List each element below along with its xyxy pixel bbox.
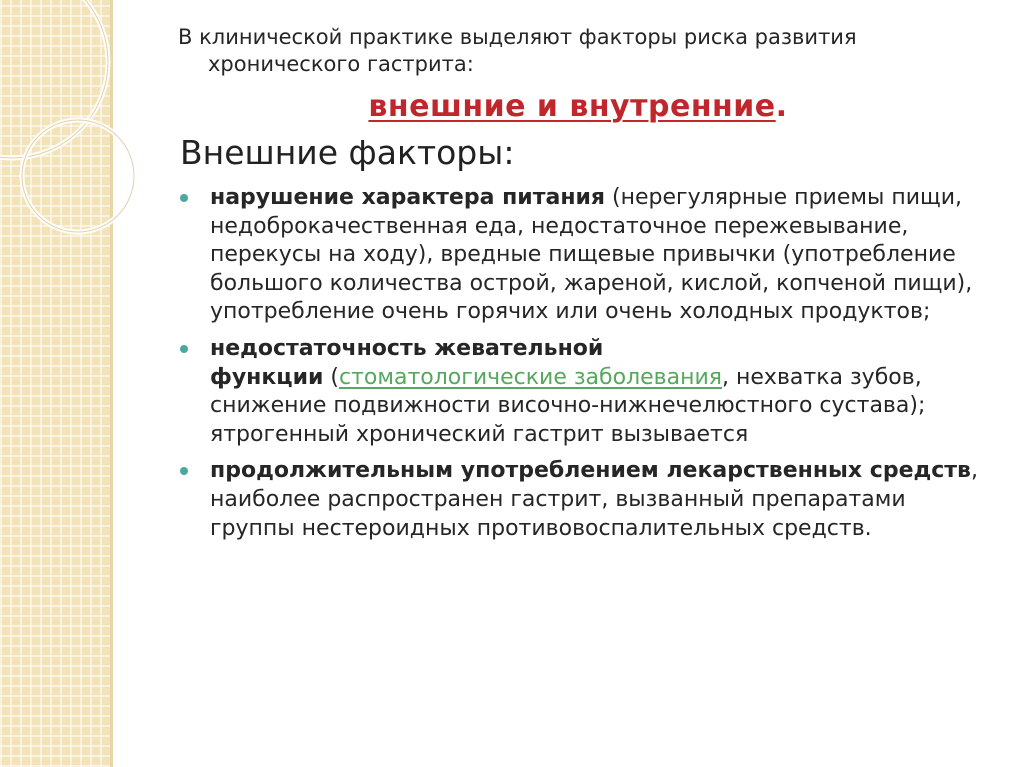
decorative-rings [0, 0, 140, 260]
bullet-icon [180, 345, 188, 353]
item-text: ( [323, 364, 340, 390]
bullet-icon [180, 194, 188, 202]
item-bold-text-2: функции [210, 364, 324, 390]
list-item [178, 457, 978, 543]
item-bold-text: продолжительным употреблением лекарственных средств [210, 458, 971, 484]
section-heading: Внешние факторы: [180, 133, 515, 172]
list-item [178, 184, 978, 327]
item-extra-text: ятрогенный хронический гастрит вызывается [210, 421, 749, 447]
intro-line-1: В клинической практике выделяют факторы риска развития [178, 25, 857, 49]
list-item [178, 335, 978, 449]
item-text: (нерегулярные приемы пищи, недоброкачественная еда, недостаточное пережевывание, перекусы на ходу), вредные пищевые привычки (употребление большого количества острой, жареной, кислой, копченой пищи), употребление очень горячих или очень холодных продуктов; [210, 185, 973, 325]
factors-list [178, 184, 978, 543]
item-text-cont: , нехватка зубов, снижение подвижности височно-нижнечелюстного сустава); [210, 364, 926, 419]
item-bold-text: нарушение характера питания [210, 185, 606, 210]
highlight-dot: . [775, 89, 788, 124]
highlight-title [178, 86, 978, 128]
intro-line-2: хронического гастрита: [208, 52, 474, 76]
item-bold-text: недостаточность жевательной [210, 335, 604, 361]
item-text: , наиболее распространен гастрит, вызванный препаратами группы нестероидных противовоспалительных средств. [210, 458, 978, 541]
dental-diseases-link[interactable]: стоматологические заболевания [339, 364, 723, 390]
slide-content [178, 24, 978, 551]
highlight-text: внешние и внутренние [368, 89, 776, 124]
bullet-icon [180, 467, 188, 475]
intro-text [178, 24, 978, 78]
